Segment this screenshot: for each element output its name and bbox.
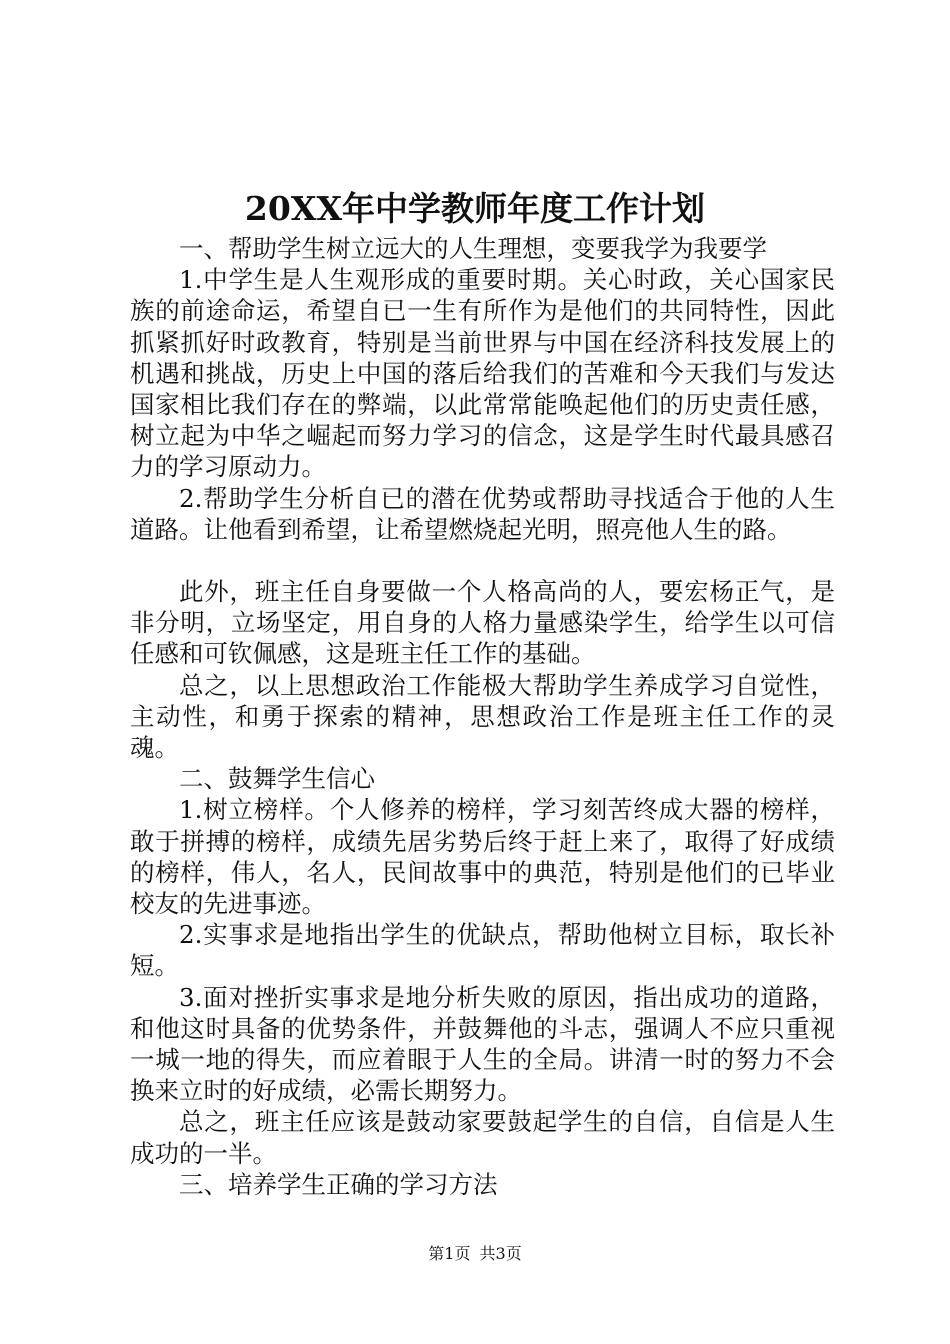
- section-heading-2: 二、鼓舞学生信心: [179, 764, 375, 794]
- paragraph: 2.帮助学生分析自已的潜在优势或帮助寻找适合于他的人生道路。让他看到希望，让希望燃烧起光明，照亮他人生的路。: [130, 483, 835, 544]
- section-heading-3: 三、培养学生正确的学习方法: [179, 1169, 498, 1199]
- paragraph: 总之，以上思想政治工作能极大帮助学生养成学习自觉性，主动性，和勇于探索的精神，思想政治工作是班主任工作的灵魂。: [130, 670, 835, 763]
- paragraph: 此外，班主任自身要做一个人格高尚的人，要宏杨正气，是非分明，立场坚定，用自身的人格力量感染学生，给学生以可信任感和可钦佩感，这是班主任工作的基础。: [130, 577, 835, 669]
- paragraph: 总之，班主任应该是鼓动家要鼓起学生的自信，自信是人生成功的一半。: [130, 1107, 835, 1168]
- paragraph: 1.树立榜样。个人修养的榜样，学习刻苦终成大器的榜样，敢于拼搏的榜样，成绩先居劣势后终于赶上来了，取得了好成绩的榜样，伟人，名人，民间故事中的典范，特别是他们的已毕业校友的先进事迹。: [130, 795, 835, 919]
- paragraph: 1.中学生是人生观形成的重要时期。关心时政，关心国家民族的前途命运，希望自已一生有所作为是他们的共同特性，因此抓紧抓好时政教育，特别是当前世界与中国在经济科技发展上的机遇和挑战，历史上中国的落后给我们的苦难和今天我们与发达国家相比我们存在的弊端，以此常常能唤起他们的历史责任感，树立起为中华之崛起而努力学习的信念，这是学生时代最具感召力的学习原动力。: [130, 265, 835, 482]
- paragraph: 3.面对挫折实事求是地分析失败的原因，指出成功的道路，和他这时具备的优势条件，并鼓舞他的斗志，强调人不应只重视一城一地的得失，而应着眼于人生的全局。讲清一时的努力不会换来立时的好成绩，必需长期努力。: [130, 982, 835, 1106]
- document-title: 20XX年中学教师年度工作计划: [244, 189, 706, 228]
- document-body: [130, 233, 835, 1200]
- page-number: 第1页 共3页: [428, 1244, 522, 1263]
- section-heading-1: 一、帮助学生树立远大的人生理想，变要我学为我要学: [179, 234, 767, 263]
- paragraph: 2.实事求是地指出学生的优缺点，帮助他树立目标，取长补短。: [130, 920, 835, 981]
